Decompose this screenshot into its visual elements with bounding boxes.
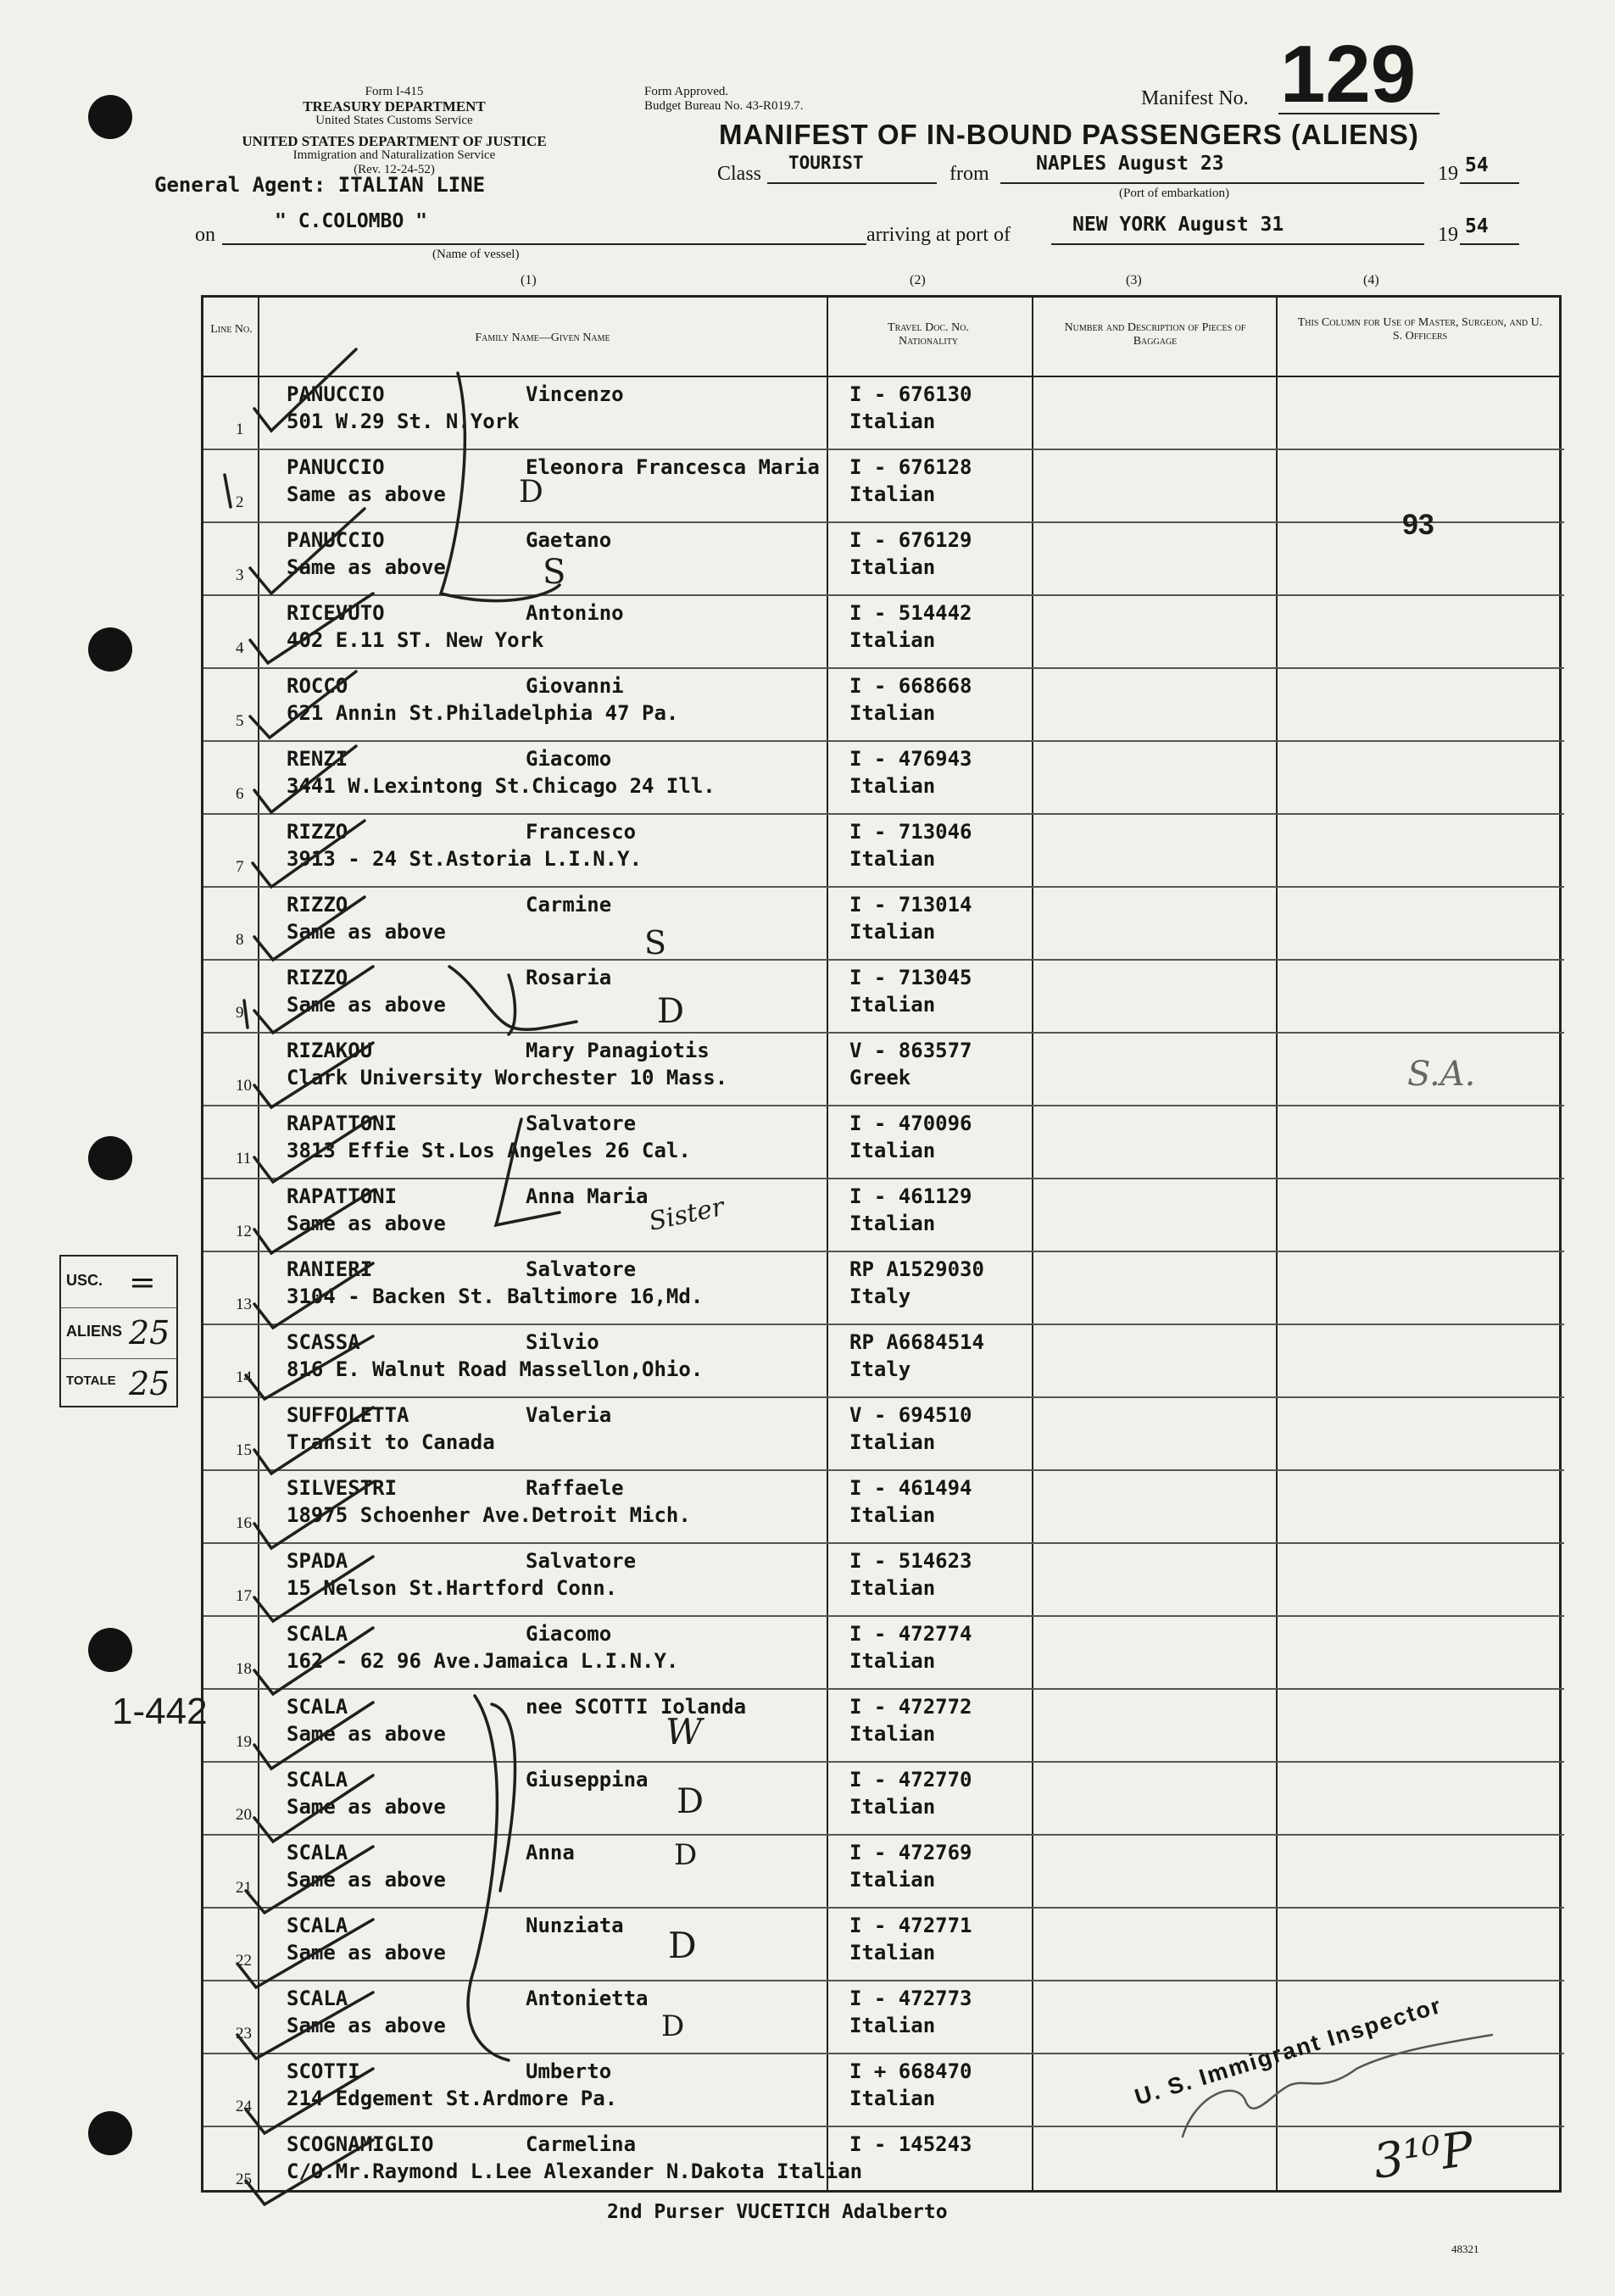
given-name: Eleonora Francesca Maria [526, 455, 820, 479]
mark-d-row2: D [519, 475, 543, 510]
i442-note: 1-442 [112, 1691, 208, 1732]
family-name: RIZZO [287, 893, 348, 917]
family-name: SCALA [287, 1622, 348, 1646]
travel-doc-number: I - 145243 [849, 2132, 972, 2156]
address: 3813 Effie St.Los Angeles 26 Cal. [287, 1139, 691, 1162]
nationality: Italian [849, 993, 936, 1017]
address: Same as above [287, 1941, 446, 1964]
family-name: SPADA [287, 1549, 348, 1573]
signature-initials: 3¹⁰P [1370, 2121, 1478, 2190]
col-number-3: (3) [1126, 273, 1142, 287]
family-name: SCOGNAMIGLIO [287, 2132, 434, 2156]
nationality: Italian [849, 1795, 936, 1819]
line-number: 21 [236, 1879, 252, 1897]
inspector-stamp: U. S. Immigrant Inspector [1132, 1992, 1445, 2110]
address: 18975 Schoenher Ave.Detroit Mich. [287, 1503, 691, 1527]
travel-doc-number: I - 713014 [849, 893, 972, 917]
address: Same as above [287, 920, 446, 944]
address: Same as above [287, 1212, 446, 1235]
address: 816 E. Walnut Road Massellon,Ohio. [287, 1357, 704, 1381]
family-name: SCALA [287, 1987, 348, 2010]
given-name: Salvatore [526, 1549, 637, 1573]
family-name: SUFFOLETTA [287, 1403, 409, 1427]
address: 15 Nelson St.Hartford Conn. [287, 1576, 618, 1600]
family-name: RAPATTONI [287, 1184, 398, 1208]
address: 501 W.29 St. N.York [287, 410, 520, 433]
given-name: Anna Maria [526, 1184, 649, 1208]
from-value: NAPLES August 23 [1036, 153, 1224, 175]
nationality: Italian [849, 920, 936, 944]
travel-doc-number: I - 676129 [849, 528, 972, 552]
line-number: 10 [236, 1077, 252, 1095]
usc-value: = [129, 1263, 156, 1301]
mark-w-row19: W [665, 1711, 703, 1753]
nationality: Italian [849, 555, 936, 579]
address: 162 - 62 96 Ave.Jamaica L.I.N.Y. [287, 1649, 679, 1673]
aliens-value: 25 [129, 1314, 170, 1351]
count-93: 93 [1402, 509, 1434, 541]
line-number: 16 [236, 1514, 252, 1532]
family-name: SCOTTI [287, 2059, 360, 2083]
sa-note: S.A. [1407, 1055, 1476, 1094]
address: Same as above [287, 555, 446, 579]
address: Transit to Canada [287, 1430, 495, 1454]
nationality: Italian [849, 774, 936, 798]
usc-label: USC. [66, 1272, 103, 1289]
customs-service: United States Customs Service [315, 114, 473, 127]
aliens-label: ALIENS [66, 1323, 123, 1340]
family-name: RIZAKOU [287, 1039, 373, 1062]
travel-doc-number: I - 472770 [849, 1768, 972, 1792]
travel-doc-number: RP A6684514 [849, 1330, 984, 1354]
family-name: SCALA [287, 1841, 348, 1864]
given-name: Valeria [526, 1403, 612, 1427]
family-name: RENZI [287, 747, 348, 771]
address: 402 E.11 ST. New York [287, 628, 544, 652]
line-number: 3 [236, 566, 244, 584]
mark-d-row23: D [661, 2009, 685, 2043]
family-name: RIZZO [287, 820, 348, 844]
col-head-officers: This Column for Use of Master, Surgeon, and U. S. Officers [1297, 316, 1543, 343]
nationality: Italian [849, 1430, 936, 1454]
line-number: 6 [236, 785, 244, 803]
address: 214 Edgement St.Ardmore Pa. [287, 2087, 618, 2110]
line-number: 22 [236, 1952, 252, 1970]
line-number: 8 [236, 931, 244, 949]
nationality: Italian [849, 1649, 936, 1673]
given-name: Carmine [526, 893, 612, 917]
travel-doc-number: RP A1529030 [849, 1257, 984, 1281]
travel-doc-number: I + 668470 [849, 2059, 972, 2083]
given-name: Mary Panagiotis [526, 1039, 710, 1062]
travel-doc-number: I - 514623 [849, 1549, 972, 1573]
totale-label: TOTALE [66, 1374, 116, 1388]
travel-doc-number: I - 472771 [849, 1914, 972, 1937]
line-number: 17 [236, 1587, 252, 1605]
form-number: Form I-415 [365, 85, 424, 98]
given-name: Salvatore [526, 1257, 637, 1281]
from-label: from [950, 163, 989, 185]
family-name: RAPATTONI [287, 1112, 398, 1135]
year-prefix-2: 19 [1438, 224, 1458, 246]
address: Same as above [287, 482, 446, 506]
given-name: Antonino [526, 601, 624, 625]
given-name: Carmelina [526, 2132, 637, 2156]
address: Same as above [287, 1722, 446, 1746]
given-name: Raffaele [526, 1476, 624, 1500]
nationality: Italian [849, 1212, 936, 1235]
line-number: 23 [236, 2025, 252, 2042]
address: Same as above [287, 2014, 446, 2037]
form-approved: Form Approved. [644, 85, 729, 98]
nationality: Italian [849, 1576, 936, 1600]
year-prefix-1: 19 [1438, 163, 1458, 185]
given-name: Umberto [526, 2059, 612, 2083]
line-number: 15 [236, 1441, 252, 1459]
line-number: 24 [236, 2098, 252, 2115]
nationality: Italian [849, 2087, 936, 2110]
treasury-department: TREASURY DEPARTMENT [303, 98, 486, 114]
print-code: 48321 [1451, 2243, 1479, 2255]
nationality: Italian [849, 701, 936, 725]
address: Same as above [287, 1868, 446, 1892]
family-name: RANIERI [287, 1257, 373, 1281]
arriving-label: arriving at port of [866, 224, 1011, 246]
year-suffix-1: 54 [1465, 154, 1489, 176]
line-number: 11 [236, 1150, 252, 1168]
line-number: 7 [236, 858, 244, 876]
given-name: Giacomo [526, 1622, 612, 1646]
line-number: 19 [236, 1733, 252, 1751]
manifest-label: Manifest No. [1141, 87, 1249, 109]
line-number: 18 [236, 1660, 252, 1678]
travel-doc-number: I - 676130 [849, 382, 972, 406]
mark-d-row9: D [657, 992, 685, 1031]
travel-doc-number: I - 514442 [849, 601, 972, 625]
given-name: nee SCOTTI Iolanda [526, 1695, 747, 1719]
line-number: 14 [236, 1368, 252, 1386]
nationality: Italy [849, 1357, 911, 1381]
address: Same as above [287, 1795, 446, 1819]
budget-bureau: Budget Bureau No. 43-R019.7. [644, 99, 804, 113]
line-number: 20 [236, 1806, 252, 1824]
given-name: Salvatore [526, 1112, 637, 1135]
travel-doc-number: V - 863577 [849, 1039, 972, 1062]
travel-doc-number: I - 461129 [849, 1184, 972, 1208]
manifest-number: 129 [1280, 29, 1417, 120]
address: 3913 - 24 St.Astoria L.I.N.Y. [287, 847, 643, 871]
nationality: Italian [849, 482, 936, 506]
travel-doc-number: V - 694510 [849, 1403, 972, 1427]
travel-doc-number: I - 461494 [849, 1476, 972, 1500]
general-agent: General Agent: ITALIAN LINE [154, 173, 486, 197]
given-name: Gaetano [526, 528, 612, 552]
address: Same as above [287, 993, 446, 1017]
mark-s-row3: S [543, 553, 566, 592]
nationality: Italian [849, 410, 936, 433]
family-name: PANUCCIO [287, 528, 385, 552]
page-title: MANIFEST OF IN-BOUND PASSENGERS (ALIENS) [719, 119, 1419, 150]
col-number-1: (1) [521, 273, 537, 287]
nationality: Italian [849, 1139, 936, 1162]
port-embarkation-caption: (Port of embarkation) [1119, 187, 1229, 200]
given-name: Rosaria [526, 966, 612, 989]
nationality: Italian [849, 1868, 936, 1892]
line-number: 12 [236, 1223, 252, 1240]
given-name: Vincenzo [526, 382, 624, 406]
ins-service: Immigration and Naturalization Service [292, 148, 496, 162]
nationality: Italian [849, 1503, 936, 1527]
line-number: 9 [236, 1004, 244, 1022]
address: Clark University Worchester 10 Mass. [287, 1066, 728, 1089]
vessel-caption: (Name of vessel) [432, 248, 520, 261]
family-name: ROCCO [287, 674, 348, 698]
justice-department: UNITED STATES DEPARTMENT OF JUSTICE [242, 133, 547, 149]
family-name: SCALA [287, 1695, 348, 1719]
given-name: Giacomo [526, 747, 612, 771]
given-name: Giuseppina [526, 1768, 649, 1792]
on-label: on [195, 224, 215, 246]
travel-doc-number: I - 713046 [849, 820, 972, 844]
col-head-travel-doc: Travel Doc. No. Nationality [888, 321, 969, 348]
col-head-line-no: Line No. [210, 323, 253, 336]
form-revision: (Rev. 12-24-52) [354, 163, 435, 176]
family-name: RICEVUTO [287, 601, 385, 625]
line-number: 1 [236, 421, 244, 438]
travel-doc-number: I - 472774 [849, 1622, 972, 1646]
family-name: SCALA [287, 1914, 348, 1937]
mark-d-row20: D [677, 1782, 704, 1821]
family-name: SILVESTRI [287, 1476, 398, 1500]
arrival-port: NEW YORK August 31 [1072, 214, 1284, 236]
mark-d-row21: D [674, 1838, 698, 1872]
family-name: PANUCCIO [287, 382, 385, 406]
year-suffix-2: 54 [1465, 215, 1489, 237]
nationality: Italian [849, 1722, 936, 1746]
travel-doc-number: I - 472772 [849, 1695, 972, 1719]
family-name: SCASSA [287, 1330, 360, 1354]
address: 3441 W.Lexintong St.Chicago 24 Ill. [287, 774, 716, 798]
sister-note: Sister [646, 1192, 727, 1237]
address: 3104 - Backen St. Baltimore 16,Md. [287, 1285, 704, 1308]
vessel-name: " C.COLOMBO " [275, 210, 428, 232]
purser-line: 2nd Purser VUCETICH Adalberto [607, 2201, 948, 2223]
line-number: 5 [236, 712, 244, 730]
col-number-2: (2) [910, 273, 926, 287]
nationality: Greek [849, 1066, 911, 1089]
nationality: Italian [849, 1941, 936, 1964]
travel-doc-number: I - 668668 [849, 674, 972, 698]
given-name: Silvio [526, 1330, 599, 1354]
col-head-name: Family Name—Given Name [475, 332, 610, 344]
given-name: Antonietta [526, 1987, 649, 2010]
line-number: 25 [236, 2171, 252, 2188]
nationality: Italian [849, 2014, 936, 2037]
col-head-baggage: Number and Description of Pieces of Baggage [1064, 321, 1246, 348]
address: 621 Annin St.Philadelphia 47 Pa. [287, 701, 679, 725]
travel-doc-number: I - 713045 [849, 966, 972, 989]
travel-doc-number: I - 476943 [849, 747, 972, 771]
travel-doc-number: I - 472769 [849, 1841, 972, 1864]
family-name: RIZZO [287, 966, 348, 989]
line-number: 13 [236, 1296, 252, 1313]
class-label: Class [717, 163, 762, 185]
line-number: 2 [236, 493, 244, 511]
travel-doc-number: I - 472773 [849, 1987, 972, 2010]
family-name: SCALA [287, 1768, 348, 1792]
given-name: Nunziata [526, 1914, 624, 1937]
nationality: Italy [849, 1285, 911, 1308]
mark-s-row8: S [644, 924, 667, 961]
given-name: Anna [526, 1841, 575, 1864]
given-name: Giovanni [526, 674, 624, 698]
class-value: TOURIST [788, 153, 864, 173]
mark-d-row22: D [668, 1925, 697, 1966]
travel-doc-number: I - 676128 [849, 455, 972, 479]
address: C/O.Mr.Raymond L.Lee Alexander N.Dakota Italian [287, 2159, 863, 2183]
totale-value: 25 [129, 1365, 170, 1402]
given-name: Francesco [526, 820, 637, 844]
family-name: PANUCCIO [287, 455, 385, 479]
col-number-4: (4) [1363, 273, 1379, 287]
nationality: Italian [849, 847, 936, 871]
line-number: 4 [236, 639, 244, 657]
travel-doc-number: I - 470096 [849, 1112, 972, 1135]
nationality: Italian [849, 628, 936, 652]
